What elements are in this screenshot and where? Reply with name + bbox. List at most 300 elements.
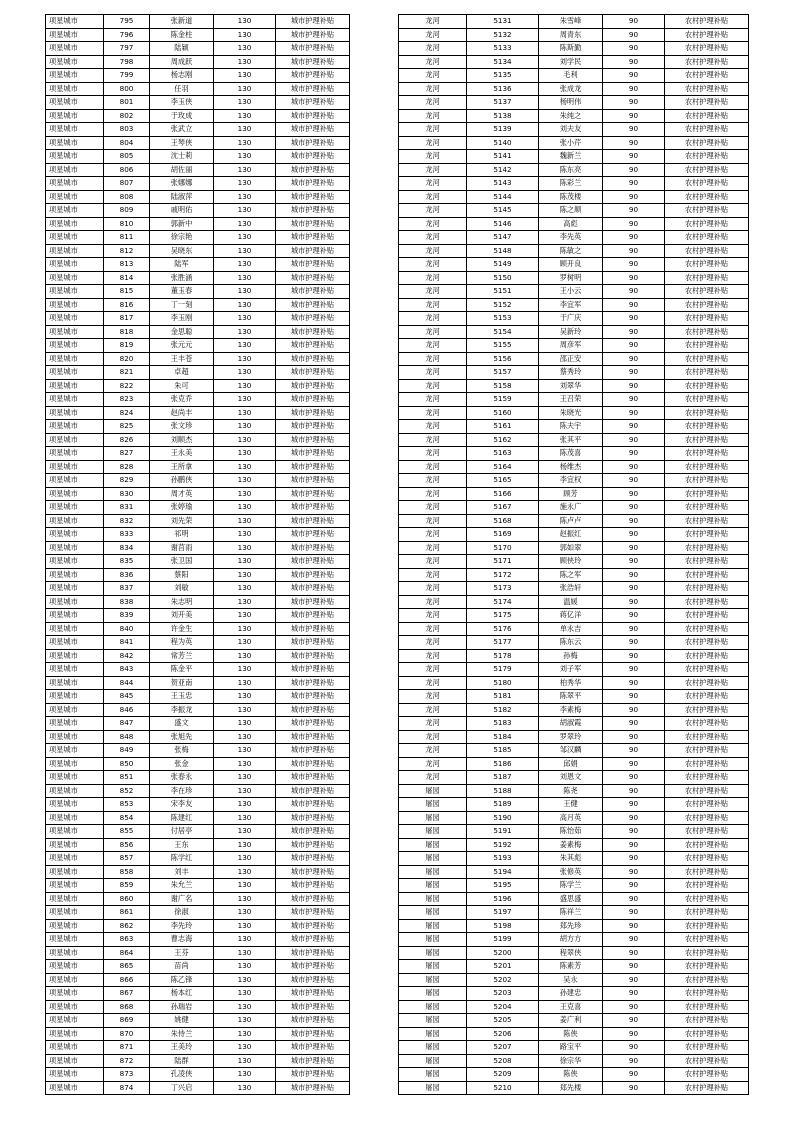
- name-cell: 朱其彪: [539, 852, 603, 866]
- table-row: [46, 420, 350, 434]
- serial-number-cell: 5156: [467, 352, 539, 366]
- subsidy-type-cell: 农村护理补贴: [665, 15, 749, 29]
- table-row: [46, 460, 350, 474]
- district-cell: 项星城市: [46, 784, 104, 798]
- district-cell: 项星城市: [46, 933, 104, 947]
- subsidy-type-cell: 城市护理补贴: [276, 217, 350, 231]
- amount-cell: 130: [214, 744, 276, 758]
- subsidy-type-cell: 城市护理补贴: [276, 1068, 350, 1082]
- name-cell: 王芬: [150, 946, 214, 960]
- subsidy-type-cell: 农村护理补贴: [665, 568, 749, 582]
- serial-number-cell: 828: [104, 460, 150, 474]
- name-cell: 刘开美: [150, 609, 214, 623]
- amount-cell: 90: [603, 460, 665, 474]
- subsidy-type-cell: 农村护理补贴: [665, 339, 749, 353]
- table-row: [399, 501, 749, 515]
- name-cell: 刘先荣: [150, 514, 214, 528]
- amount-cell: 130: [214, 1027, 276, 1041]
- subsidy-type-cell: 城市护理补贴: [276, 433, 350, 447]
- subsidy-type-cell: 农村护理补贴: [665, 555, 749, 569]
- serial-number-cell: 5169: [467, 528, 539, 542]
- amount-cell: 90: [603, 217, 665, 231]
- amount-cell: 90: [603, 973, 665, 987]
- table-row: [46, 298, 350, 312]
- amount-cell: 130: [214, 825, 276, 839]
- name-cell: 王琴侠: [150, 136, 214, 150]
- serial-number-cell: 5150: [467, 271, 539, 285]
- subsidy-type-cell: 农村护理补贴: [665, 757, 749, 771]
- amount-cell: 90: [603, 136, 665, 150]
- name-cell: 陈侠: [539, 1027, 603, 1041]
- subsidy-type-cell: 城市护理补贴: [276, 501, 350, 515]
- amount-cell: 90: [603, 852, 665, 866]
- serial-number-cell: 5196: [467, 892, 539, 906]
- table-row: [46, 406, 350, 420]
- serial-number-cell: 856: [104, 838, 150, 852]
- name-cell: 张元元: [150, 339, 214, 353]
- subsidy-type-cell: 城市护理补贴: [276, 312, 350, 326]
- name-cell: 蒋亿洋: [539, 609, 603, 623]
- table-row: [399, 811, 749, 825]
- serial-number-cell: 865: [104, 960, 150, 974]
- serial-number-cell: 870: [104, 1027, 150, 1041]
- amount-cell: 130: [214, 177, 276, 191]
- serial-number-cell: 5186: [467, 757, 539, 771]
- amount-cell: 90: [603, 838, 665, 852]
- name-cell: 赵尚丰: [150, 406, 214, 420]
- name-cell: 付居亭: [150, 825, 214, 839]
- serial-number-cell: 5148: [467, 244, 539, 258]
- table-row: [399, 865, 749, 879]
- subsidy-type-cell: 城市护理补贴: [276, 123, 350, 137]
- subsidy-type-cell: 城市护理补贴: [276, 55, 350, 69]
- subsidy-type-cell: 城市护理补贴: [276, 595, 350, 609]
- amount-cell: 130: [214, 960, 276, 974]
- district-cell: 龙河: [399, 325, 467, 339]
- subsidy-type-cell: 城市护理补贴: [276, 231, 350, 245]
- name-cell: 陈建红: [150, 811, 214, 825]
- table-row: [46, 82, 350, 96]
- subsidy-type-cell: 农村护理补贴: [665, 514, 749, 528]
- serial-number-cell: 843: [104, 663, 150, 677]
- name-cell: 高彪: [539, 217, 603, 231]
- district-cell: 龙河: [399, 555, 467, 569]
- amount-cell: 130: [214, 325, 276, 339]
- serial-number-cell: 5147: [467, 231, 539, 245]
- name-cell: 许金生: [150, 622, 214, 636]
- name-cell: 李先英: [539, 231, 603, 245]
- name-cell: 李玉刚: [150, 312, 214, 326]
- name-cell: 陈素芳: [539, 960, 603, 974]
- district-cell: 项星城市: [46, 258, 104, 272]
- amount-cell: 130: [214, 541, 276, 555]
- table-row: [399, 177, 749, 191]
- district-cell: 项星城市: [46, 244, 104, 258]
- table-row: [46, 339, 350, 353]
- district-cell: 屠园: [399, 811, 467, 825]
- serial-number-cell: 5175: [467, 609, 539, 623]
- name-cell: 魏新兰: [539, 150, 603, 164]
- name-cell: 毛利: [539, 69, 603, 83]
- subsidy-type-cell: 农村护理补贴: [665, 55, 749, 69]
- subsidy-type-cell: 城市护理补贴: [276, 879, 350, 893]
- serial-number-cell: 803: [104, 123, 150, 137]
- serial-number-cell: 825: [104, 420, 150, 434]
- subsidy-type-cell: 城市护理补贴: [276, 406, 350, 420]
- name-cell: 朱雪峰: [539, 15, 603, 29]
- name-cell: 张胜涵: [150, 271, 214, 285]
- district-cell: 项星城市: [46, 1000, 104, 1014]
- subsidy-type-cell: 城市护理补贴: [276, 1014, 350, 1028]
- subsidy-type-cell: 农村护理补贴: [665, 69, 749, 83]
- subsidy-type-cell: 城市护理补贴: [276, 109, 350, 123]
- amount-cell: 90: [603, 69, 665, 83]
- serial-number-cell: 848: [104, 730, 150, 744]
- serial-number-cell: 5178: [467, 649, 539, 663]
- name-cell: 高月英: [539, 811, 603, 825]
- district-cell: 龙河: [399, 501, 467, 515]
- name-cell: 胡佐丽: [150, 163, 214, 177]
- district-cell: 屠园: [399, 919, 467, 933]
- table-row: [399, 420, 749, 434]
- table-row: [399, 312, 749, 326]
- amount-cell: 130: [214, 447, 276, 461]
- subsidy-type-cell: 农村护理补贴: [665, 730, 749, 744]
- subsidy-type-cell: 城市护理补贴: [276, 960, 350, 974]
- table-row: [46, 703, 350, 717]
- subsidy-type-cell: 农村护理补贴: [665, 933, 749, 947]
- table-row: [46, 190, 350, 204]
- serial-number-cell: 807: [104, 177, 150, 191]
- amount-cell: 130: [214, 663, 276, 677]
- serial-number-cell: 804: [104, 136, 150, 150]
- district-cell: 项星城市: [46, 109, 104, 123]
- name-cell: 刘子军: [539, 663, 603, 677]
- serial-number-cell: 5154: [467, 325, 539, 339]
- district-cell: 项星城市: [46, 177, 104, 191]
- district-cell: 龙河: [399, 298, 467, 312]
- subsidy-type-cell: 农村护理补贴: [665, 433, 749, 447]
- table-row: [399, 1081, 749, 1095]
- district-cell: 项星城市: [46, 595, 104, 609]
- name-cell: 陈彩兰: [539, 177, 603, 191]
- amount-cell: 130: [214, 231, 276, 245]
- table-row: [399, 28, 749, 42]
- amount-cell: 90: [603, 582, 665, 596]
- amount-cell: 90: [603, 339, 665, 353]
- table-row: [399, 1027, 749, 1041]
- subsidy-type-cell: 农村护理补贴: [665, 987, 749, 1001]
- serial-number-cell: 842: [104, 649, 150, 663]
- serial-number-cell: 5136: [467, 82, 539, 96]
- district-cell: 龙河: [399, 231, 467, 245]
- district-cell: 龙河: [399, 285, 467, 299]
- serial-number-cell: 5133: [467, 42, 539, 56]
- district-cell: 项星城市: [46, 946, 104, 960]
- subsidy-type-cell: 农村护理补贴: [665, 690, 749, 704]
- subsidy-type-cell: 农村护理补贴: [665, 528, 749, 542]
- subsidy-type-cell: 农村护理补贴: [665, 258, 749, 272]
- table-row: [399, 204, 749, 218]
- amount-cell: 90: [603, 663, 665, 677]
- subsidy-type-cell: 城市护理补贴: [276, 973, 350, 987]
- district-cell: 龙河: [399, 622, 467, 636]
- serial-number-cell: 820: [104, 352, 150, 366]
- serial-number-cell: 852: [104, 784, 150, 798]
- table-row: [399, 919, 749, 933]
- table-row: [46, 1068, 350, 1082]
- serial-number-cell: 5188: [467, 784, 539, 798]
- district-cell: 项星城市: [46, 312, 104, 326]
- amount-cell: 90: [603, 636, 665, 650]
- table-row: [46, 609, 350, 623]
- table-row: [46, 879, 350, 893]
- serial-number-cell: 866: [104, 973, 150, 987]
- table-row: [399, 82, 749, 96]
- serial-number-cell: 799: [104, 69, 150, 83]
- subsidy-type-cell: 农村护理补贴: [665, 636, 749, 650]
- serial-number-cell: 5166: [467, 487, 539, 501]
- name-cell: 张其平: [539, 433, 603, 447]
- amount-cell: 130: [214, 636, 276, 650]
- table-row: [46, 379, 350, 393]
- table-row: [399, 946, 749, 960]
- serial-number-cell: 5208: [467, 1054, 539, 1068]
- subsidy-type-cell: 农村护理补贴: [665, 1041, 749, 1055]
- table-row: [399, 879, 749, 893]
- serial-number-cell: 5195: [467, 879, 539, 893]
- serial-number-cell: 830: [104, 487, 150, 501]
- amount-cell: 90: [603, 933, 665, 947]
- subsidy-type-cell: 农村护理补贴: [665, 744, 749, 758]
- subsidy-type-cell: 农村护理补贴: [665, 82, 749, 96]
- amount-cell: 130: [214, 190, 276, 204]
- district-cell: 屠园: [399, 879, 467, 893]
- district-cell: 龙河: [399, 703, 467, 717]
- district-cell: 项星城市: [46, 406, 104, 420]
- subsidy-type-cell: 农村护理补贴: [665, 312, 749, 326]
- amount-cell: 130: [214, 1054, 276, 1068]
- table-row: [46, 555, 350, 569]
- district-cell: 龙河: [399, 541, 467, 555]
- amount-cell: 130: [214, 798, 276, 812]
- amount-cell: 130: [214, 42, 276, 56]
- subsidy-type-cell: 城市护理补贴: [276, 447, 350, 461]
- table-row: [46, 28, 350, 42]
- serial-number-cell: 819: [104, 339, 150, 353]
- serial-number-cell: 824: [104, 406, 150, 420]
- table-row: [399, 298, 749, 312]
- table-row: [399, 487, 749, 501]
- district-cell: 项星城市: [46, 852, 104, 866]
- table-row: [399, 285, 749, 299]
- amount-cell: 90: [603, 366, 665, 380]
- serial-number-cell: 811: [104, 231, 150, 245]
- amount-cell: 90: [603, 312, 665, 326]
- serial-number-cell: 849: [104, 744, 150, 758]
- district-cell: 项星城市: [46, 339, 104, 353]
- table-row: [46, 838, 350, 852]
- table-row: [46, 676, 350, 690]
- table-row: [399, 393, 749, 407]
- amount-cell: 90: [603, 798, 665, 812]
- district-cell: 龙河: [399, 690, 467, 704]
- name-cell: 陆群: [150, 1054, 214, 1068]
- serial-number-cell: 854: [104, 811, 150, 825]
- district-cell: 龙河: [399, 730, 467, 744]
- subsidy-type-cell: 农村护理补贴: [665, 1027, 749, 1041]
- subsidy-type-cell: 农村护理补贴: [665, 838, 749, 852]
- table-row: [46, 906, 350, 920]
- subsidy-type-cell: 城市护理补贴: [276, 190, 350, 204]
- serial-number-cell: 873: [104, 1068, 150, 1082]
- serial-number-cell: 815: [104, 285, 150, 299]
- table-row: [399, 676, 749, 690]
- amount-cell: 90: [603, 1027, 665, 1041]
- district-cell: 项星城市: [46, 204, 104, 218]
- amount-cell: 90: [603, 703, 665, 717]
- serial-number-cell: 5157: [467, 366, 539, 380]
- table-row: [399, 514, 749, 528]
- subsidy-type-cell: 城市护理补贴: [276, 933, 350, 947]
- table-row: [399, 190, 749, 204]
- serial-number-cell: 834: [104, 541, 150, 555]
- amount-cell: 90: [603, 622, 665, 636]
- subsidy-type-cell: 农村护理补贴: [665, 163, 749, 177]
- amount-cell: 90: [603, 325, 665, 339]
- table-row: [46, 231, 350, 245]
- serial-number-cell: 839: [104, 609, 150, 623]
- subsidy-type-cell: 城市护理补贴: [276, 568, 350, 582]
- subsidy-type-cell: 城市护理补贴: [276, 609, 350, 623]
- subsidy-type-cell: 农村护理补贴: [665, 150, 749, 164]
- subsidy-type-cell: 城市护理补贴: [276, 798, 350, 812]
- name-cell: 王美玲: [150, 1041, 214, 1055]
- subsidy-type-cell: 城市护理补贴: [276, 96, 350, 110]
- table-row: [399, 217, 749, 231]
- serial-number-cell: 5132: [467, 28, 539, 42]
- table-row: [399, 258, 749, 272]
- district-cell: 项星城市: [46, 541, 104, 555]
- name-cell: 陈茂喜: [539, 447, 603, 461]
- name-cell: 温媛: [539, 595, 603, 609]
- district-cell: 龙河: [399, 433, 467, 447]
- amount-cell: 90: [603, 109, 665, 123]
- subsidy-type-cell: 农村护理补贴: [665, 325, 749, 339]
- name-cell: 吴晓东: [150, 244, 214, 258]
- amount-cell: 90: [603, 406, 665, 420]
- name-cell: 陈东云: [539, 636, 603, 650]
- name-cell: 邹汉麟: [539, 744, 603, 758]
- table-row: [399, 352, 749, 366]
- table-row: [46, 798, 350, 812]
- amount-cell: 130: [214, 514, 276, 528]
- serial-number-cell: 5198: [467, 919, 539, 933]
- district-cell: 项星城市: [46, 325, 104, 339]
- amount-cell: 130: [214, 271, 276, 285]
- subsidy-type-cell: 城市护理补贴: [276, 1000, 350, 1014]
- table-row: [46, 177, 350, 191]
- amount-cell: 90: [603, 352, 665, 366]
- serial-number-cell: 5181: [467, 690, 539, 704]
- name-cell: 徐宗华: [539, 1054, 603, 1068]
- subsidy-type-cell: 城市护理补贴: [276, 258, 350, 272]
- table-row: [399, 730, 749, 744]
- name-cell: 李振龙: [150, 703, 214, 717]
- name-cell: 朱侍兰: [150, 1027, 214, 1041]
- district-cell: 龙河: [399, 420, 467, 434]
- district-cell: 项星城市: [46, 150, 104, 164]
- subsidy-type-cell: 农村护理补贴: [665, 676, 749, 690]
- subsidy-type-cell: 城市护理补贴: [276, 1054, 350, 1068]
- serial-number-cell: 816: [104, 298, 150, 312]
- amount-cell: 90: [603, 1081, 665, 1095]
- name-cell: 顾芳: [539, 487, 603, 501]
- serial-number-cell: 5138: [467, 109, 539, 123]
- subsidy-type-cell: 农村护理补贴: [665, 946, 749, 960]
- serial-number-cell: 838: [104, 595, 150, 609]
- subsidy-type-cell: 农村护理补贴: [665, 784, 749, 798]
- subsidy-type-cell: 城市护理补贴: [276, 703, 350, 717]
- serial-number-cell: 5165: [467, 474, 539, 488]
- serial-number-cell: 801: [104, 96, 150, 110]
- amount-cell: 130: [214, 919, 276, 933]
- name-cell: 单永吉: [539, 622, 603, 636]
- amount-cell: 90: [603, 717, 665, 731]
- amount-cell: 130: [214, 339, 276, 353]
- name-cell: 王小云: [539, 285, 603, 299]
- serial-number-cell: 5197: [467, 906, 539, 920]
- district-cell: 项星城市: [46, 1054, 104, 1068]
- district-cell: 屠园: [399, 960, 467, 974]
- district-cell: 项星城市: [46, 717, 104, 731]
- subsidy-type-cell: 农村护理补贴: [665, 919, 749, 933]
- district-cell: 项星城市: [46, 82, 104, 96]
- table-row: [399, 136, 749, 150]
- serial-number-cell: 5177: [467, 636, 539, 650]
- district-cell: 项星城市: [46, 366, 104, 380]
- name-cell: 贺亚南: [150, 676, 214, 690]
- subsidy-type-cell: 农村护理补贴: [665, 1054, 749, 1068]
- table-row: [399, 150, 749, 164]
- table-row: [46, 528, 350, 542]
- name-cell: 陈翠平: [539, 690, 603, 704]
- serial-number-cell: 5182: [467, 703, 539, 717]
- serial-number-cell: 845: [104, 690, 150, 704]
- district-cell: 项星城市: [46, 973, 104, 987]
- amount-cell: 90: [603, 892, 665, 906]
- table-row: [399, 555, 749, 569]
- name-cell: 杨明伟: [539, 96, 603, 110]
- subsidy-type-cell: 城市护理补贴: [276, 42, 350, 56]
- amount-cell: 90: [603, 393, 665, 407]
- serial-number-cell: 872: [104, 1054, 150, 1068]
- district-cell: 项星城市: [46, 825, 104, 839]
- subsidy-type-cell: 城市护理补贴: [276, 676, 350, 690]
- subsidy-type-cell: 农村护理补贴: [665, 622, 749, 636]
- serial-number-cell: 5151: [467, 285, 539, 299]
- serial-number-cell: 833: [104, 528, 150, 542]
- district-cell: 项星城市: [46, 690, 104, 704]
- serial-number-cell: 5176: [467, 622, 539, 636]
- subsidy-type-cell: 城市护理补贴: [276, 1027, 350, 1041]
- name-cell: 陆颖: [150, 42, 214, 56]
- amount-cell: 90: [603, 825, 665, 839]
- district-cell: 项星城市: [46, 744, 104, 758]
- serial-number-cell: 5192: [467, 838, 539, 852]
- table-row: [399, 1054, 749, 1068]
- table-row: [46, 919, 350, 933]
